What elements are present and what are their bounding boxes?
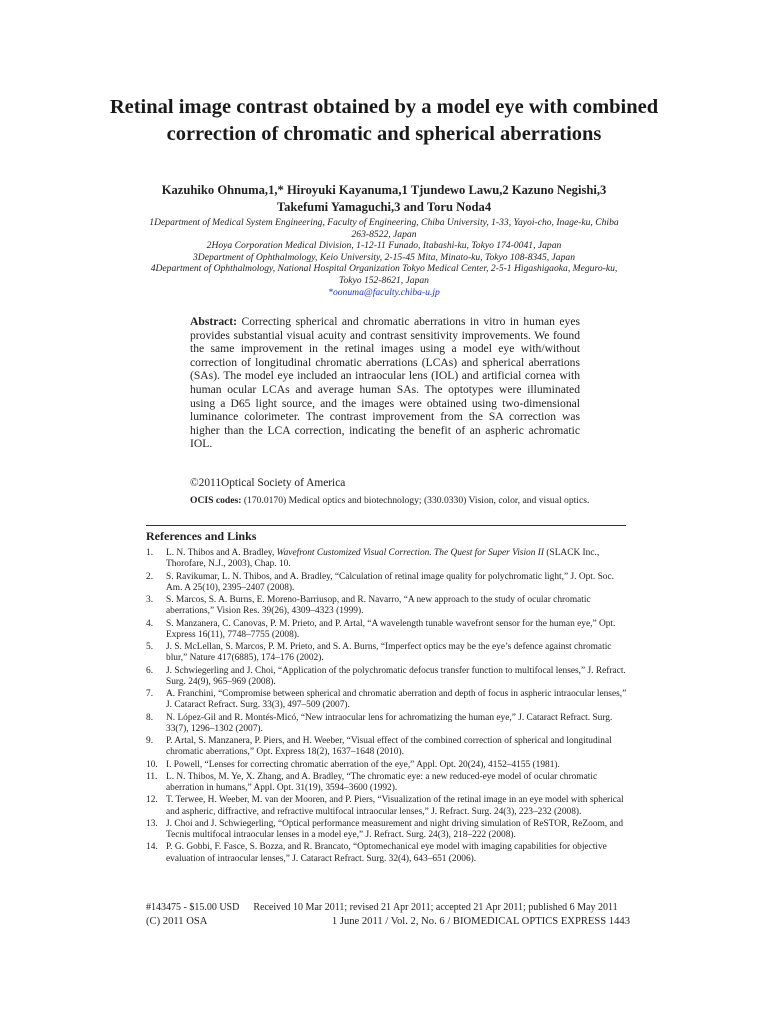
reference-item — [146, 666, 628, 688]
affiliation-3: 3Department of Ophthalmology, Keio University, 2-15-45 Mita, Minato-ku, Tokyo 108-8345, Japan — [192, 251, 575, 263]
references-heading: References and Links — [146, 529, 257, 543]
reference-item — [146, 548, 628, 570]
reference-number: 4. — [146, 618, 154, 629]
reference-number: 3. — [146, 595, 154, 605]
abstract — [190, 315, 580, 451]
author-line-1: Kazuhiko Ohnuma,1,* Hiroyuki Kayanuma,1 Tjundewo Lawu,2 Kazuno Negishi,3 — [161, 183, 607, 197]
reference-item — [146, 689, 628, 711]
reference-text-part: (SLACK Inc., Thorofare, N.J., 2003), Chap. 10. — [166, 548, 600, 570]
footer-id-price: #143475 - $15.00 USD — [146, 902, 240, 913]
reference-number: 14. — [146, 842, 158, 853]
reference-text: I. Powell, “Lenses for correcting chromatic aberration of the eye,” Appl. Opt. 20(24), 4152–4155 (1981). — [166, 759, 560, 770]
footer-journal-info: 1 June 2011 / Vol. 2, No. 6 / BIOMEDICAL OPTICS EXPRESS 1443 — [331, 916, 630, 927]
section-divider — [146, 525, 626, 526]
reference-item — [146, 760, 628, 771]
reference-item — [146, 619, 628, 641]
reference-item — [146, 736, 628, 758]
reference-text: J. Choi and J. Schwiegerling, “Optical performance measurement and night driving simulation of ReSTOR, ReZoom, and Tecnis multifocal intraocular lenses in a model eye,” J. Refract. Surg. 24(3), 218–222 (2008). — [166, 818, 624, 840]
reference-text: T. Terwee, H. Weeber, M. van der Mooren, and P. Piers, “Visualization of the retinal image in an eye model with spherical and aspheric, diffractive, and refractive multifocal intraocular lenses,” J. Refract. Surg. 24(3), 223–232 (2008). — [166, 795, 624, 817]
reference-text: P. Artal, S. Manzanera, P. Piers, and H. Weeber, “Visual effect of the combined correction of spherical and longitudinal chromatic aberrations,” Opt. Express 18(2), 1637–1648 (2010). — [166, 736, 612, 758]
reference-text-part: L. N. Thibos and A. Bradley, — [166, 548, 277, 558]
reference-text — [166, 548, 628, 570]
reference-number: 1. — [146, 548, 154, 558]
reference-list — [146, 548, 628, 866]
reference-number: 8. — [146, 712, 154, 723]
reference-text: L. N. Thibos, M. Ye, X. Zhang, and A. Bradley, “The chromatic eye: a new reduced-eye model of ocular chromatic aberration in humans,” Appl. Opt. 31(19), 3594–3600 (1992). — [166, 771, 598, 793]
reference-item — [146, 772, 628, 794]
author-list — [110, 182, 658, 216]
reference-number: 9. — [146, 736, 154, 746]
abstract-text: Correcting spherical and chromatic aberrations in vitro in human eyes provides substantial visual acuity and contrast sensitivity improvements. We found the same improvement in the retinal images using a model eye with/without correction of longitudinal chromatic aberrations (LCAs) and spherical aberrations (SAs). The model eye included an intraocular lens (IOL) and artificial cornea with human ocular LCAs and average human SAs. The optotypes were illuminated using a D65 light source, and the images were obtained using two-dimensional luminance colorimeter. The contrast improvement from the SA correction was higher than the LCA correction, indicating the benefit of an aspheric achromatic IOL. — [190, 315, 580, 451]
reference-item — [146, 572, 628, 594]
reference-text: S. Ravikumar, L. N. Thibos, and A. Bradley, “Calculation of retinal image quality for polychromatic light,” J. Opt. Soc. Am. A 25(10), 2395–2407 (2008). — [166, 571, 614, 593]
reference-item — [146, 795, 628, 817]
reference-number: 6. — [146, 665, 154, 676]
reference-number: 10. — [146, 759, 158, 770]
affiliation-4: 4Department of Ophthalmology, National Hospital Organization Tokyo Medical Center, 2-5-1 Higashigaoka, Meguro-ku, Tokyo 152-8621, Japan — [150, 263, 618, 286]
author-line-2: Takefumi Yamaguchi,3 and Toru Noda4 — [276, 200, 492, 214]
reference-number: 5. — [146, 642, 154, 652]
reference-item — [146, 595, 628, 617]
affiliation-2: 2Hoya Corporation Medical Division, 1-12-11 Funado, Itabashi-ku, Tokyo 174-0041, Japan — [206, 240, 562, 252]
footer-dates: Received 10 Mar 2011; revised 21 Apr 2011; accepted 21 Apr 2011; published 6 May 2011 — [253, 902, 618, 913]
copyright-notice: ©2011Optical Society of America — [190, 477, 346, 489]
affiliation-1: 1Department of Medical System Engineering, Faculty of Engineering, Chiba University, 1-33, Yayoi-cho, Inage-ku, Chiba 263-8522, Japan — [149, 217, 619, 240]
ocis-label: OCIS codes: — [190, 495, 242, 506]
ocis-codes — [190, 495, 590, 507]
reference-item — [146, 819, 628, 841]
reference-text: J. S. McLellan, S. Marcos, P. M. Prieto, and S. A. Burns, “Imperfect optics may be the eye’s defence against chromatic blur,” Nature 417(6885), 174–176 (2002). — [166, 642, 612, 664]
reference-text: P. G. Gobbi, F. Fasce, S. Bozza, and R. Brancato, “Optomechanical eye model with imaging capabilities for objective evaluation of intraocular lenses,” J. Cataract Refract. Surg. 32(4), 643–651 (2006). — [166, 842, 607, 864]
reference-text: S. Manzanera, C. Canovas, P. M. Prieto, and P. Artal, “A wavelength tunable wavefront sensor for the human eye,” Opt. Express 16(11), 7748–7755 (2008). — [166, 618, 616, 640]
reference-number: 13. — [146, 818, 158, 829]
footer-osa: (C) 2011 OSA — [146, 916, 208, 927]
affiliation-list — [140, 217, 628, 298]
reference-text: A. Franchini, “Compromise between spherical and chromatic aberration and depth of focus in aspheric intraocular lenses,” J. Cataract Refract. Surg. 33(3), 497–509 (2007). — [166, 689, 627, 711]
email-link[interactable]: *oonuma@faculty.chiba-u.jp — [328, 286, 440, 298]
abstract-label: Abstract: — [190, 315, 238, 328]
reference-item — [146, 842, 628, 864]
reference-number: 11. — [146, 771, 158, 782]
reference-number: 2. — [146, 571, 154, 582]
reference-text: S. Marcos, S. A. Burns, E. Moreno-Barriusop, and R. Navarro, “A new approach to the study of ocular chromatic aberrations,” Vision Res. 39(26), 4309–4323 (1999). — [166, 595, 591, 617]
reference-number: 7. — [146, 689, 154, 699]
footer-journal — [146, 916, 630, 928]
reference-number: 12. — [146, 795, 158, 806]
reference-text: N. López-Gil and R. Montés-Micó, “New intraocular lens for achromatizing the human eye,” J. Cataract Refract. Surg. 33(7), 1296–1302 (2007). — [166, 712, 613, 734]
paper-title: Retinal image contrast obtained by a model eye with combined correction of chromatic and spherical aberrations — [109, 96, 659, 145]
reference-item — [146, 713, 628, 735]
footer-metadata — [146, 902, 630, 914]
ocis-text: (170.0170) Medical optics and biotechnology; (330.0330) Vision, color, and visual optics. — [243, 495, 590, 506]
reference-text: J. Schwiegerling and J. Choi, “Application of the polychromatic defocus transfer function to multifocal lenses,” J. Refract. Surg. 24(9), 965–969 (2008). — [166, 665, 626, 687]
reference-item — [146, 642, 628, 664]
reference-book-title: Wavefront Customized Visual Correction. The Quest for Super Vision II — [276, 548, 545, 558]
